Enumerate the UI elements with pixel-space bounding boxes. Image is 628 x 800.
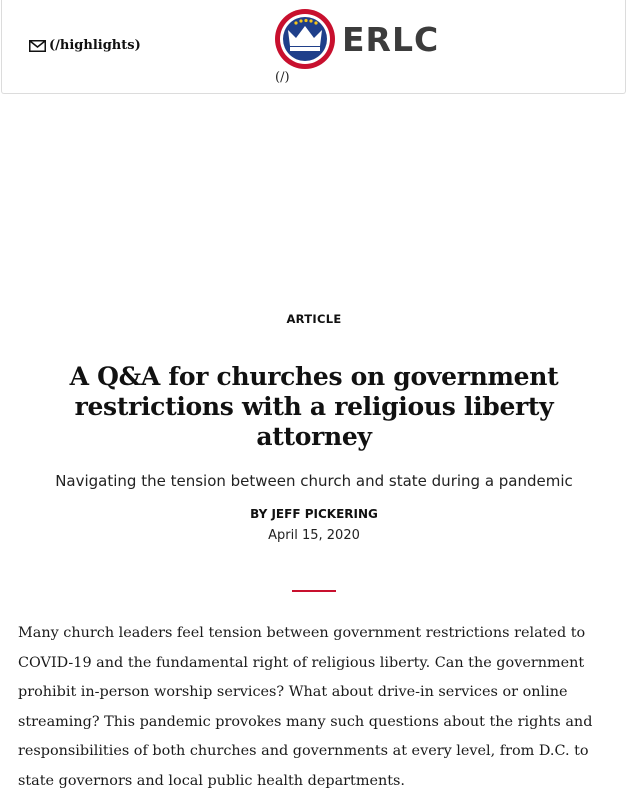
article-byline: BY JEFF PICKERING [250,507,378,521]
logo-wordmark: ERLC [342,19,440,59]
article-type-label: ARTICLE [286,312,342,326]
article-subtitle: Navigating the tension between church and state during a pandemic [55,472,573,490]
site-header [1,0,626,94]
article-date: April 15, 2020 [268,528,360,543]
highlights-link-label: (/highlights) [49,38,141,53]
erlc-logo[interactable] [274,8,439,70]
mail-icon [29,40,46,52]
crown-shield-icon [274,8,336,70]
article-title: A Q&A for churches on government restrictions with a religious liberty attorney [69,362,559,451]
accent-divider [292,590,336,592]
home-link[interactable]: (/) [275,70,290,85]
article-body: Many church leaders feel tension between government restrictions related to COVID-19 and the fundamental right of religious liberty. Can the government prohibit in-person worship services? What about drive-in services or online streaming? This pandemic provokes many such questions about the rights and responsibilities of both churches and governments at every level, from D.C. to state governors and local public health departments. [18,625,593,789]
highlights-link[interactable] [29,38,141,53]
